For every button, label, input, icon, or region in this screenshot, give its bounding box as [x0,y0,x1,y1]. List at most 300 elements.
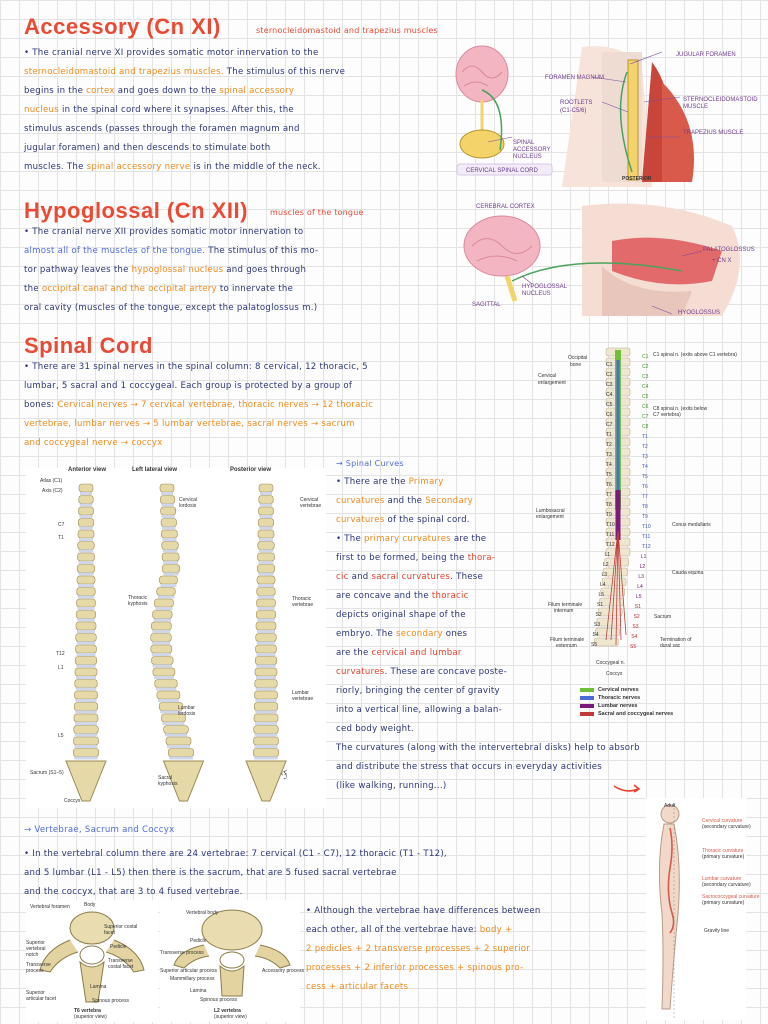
level-label-left: T1 [606,432,612,438]
vertebra [254,714,278,722]
vertebra [74,703,98,711]
intervertebral-disc [78,584,94,587]
intervertebral-disc [161,492,173,495]
intervertebral-disc [76,688,97,691]
level-label-right: L4 [637,584,643,590]
vertebra [253,749,279,757]
label-coccyx: Coccyx [64,798,81,804]
label-externum: externum [556,643,577,649]
vertebra [75,691,98,699]
label-thoracic-curvature-s: (primary curvature) [702,854,745,860]
vertebra [79,484,93,492]
level-label-right: C8 [642,424,649,430]
label-lamina: Lamina [90,984,107,990]
label-sup-art-proc: Superior articular process [160,968,217,974]
intervertebral-disc [163,573,179,576]
label-jugular-foramen: JUGULAR FORAMEN [676,52,736,58]
level-label-left: S3 [594,622,601,628]
vertebra [75,657,97,665]
vertebra [259,496,274,504]
label-palatoglossus: PALATOGLOSSUS [703,247,755,253]
intervertebral-disc [75,722,97,725]
level-label-right: T12 [642,544,651,550]
legend-item [580,694,673,702]
vertebra [75,668,97,676]
label-thoracic-vertebrae: Thoracic vertebrae [292,596,314,608]
vertebra [151,622,171,630]
vertebra [168,749,194,757]
level-label-left: C6 [606,412,613,418]
intervertebral-disc [77,630,95,633]
label-spinal: SPINAL [513,140,535,146]
vertebra [74,714,98,722]
red-arrow-icon [612,782,642,796]
vertebra [75,680,98,688]
level-label-right: T3 [642,454,648,460]
legend-item [580,710,673,718]
adult-body-illustration [646,798,746,1020]
level-label-left: L2 [603,562,609,568]
intervertebral-disc [259,527,273,530]
intervertebral-disc [163,561,178,564]
label-accessory-process: Accessory process [262,968,304,974]
spinal-curves-text: → Spinal Curves • There are the Primary curvatures and the Secondary curvatures of the spinal cord. • The primary curvatures are the first to be formed, being the thora- cic and sacral curvatures. These are concave and the thoracic depicts original shape of the embryo. The secondary ones are the cervical and lumbar curvatures. These are concave poste- riorly, bringing the center of gravity into a vertical line, allowing a balan- ced body weight. The curvatures (along with the intervertebral disks) help to absorb and distribute the stress that occurs in everyday activities (like walking, running...) [336,454,756,796]
level-label-left: T7 [606,492,612,498]
label-transverse-costal: Transverse costal facet [108,958,134,970]
vertebra [258,519,274,527]
sacrum [66,761,106,801]
level-label-right: C4 [642,384,649,390]
intervertebral-disc [257,630,275,633]
intervertebral-disc [152,642,171,645]
vertebra [160,484,174,492]
label-body: Body [84,902,96,908]
spinal-cord-title: Spinal Cord [24,333,153,358]
level-label-left: T4 [606,462,612,468]
level-label-right: S2 [633,614,640,620]
intervertebral-disc [260,492,272,495]
label-sacral-kyphosis: Sacral kyphosis [158,775,178,787]
vertebra [153,668,175,676]
intervertebral-disc [167,745,190,748]
label-trapezius: TRAPEZIUS MUSCLE [683,130,744,136]
level-label-right: C7 [642,414,649,420]
intervertebral-disc [258,584,274,587]
level-label-right: T5 [642,474,648,480]
label-t12: T12 [56,651,65,657]
vertebra [254,726,279,734]
intervertebral-disc [154,676,174,679]
intervertebral-disc [256,676,276,679]
level-label-right: L3 [638,574,644,580]
level-label-left: T9 [606,512,612,518]
legend-swatch [580,696,594,700]
vertebra [154,599,173,607]
label-nucleus: NUCLEUS [513,154,542,160]
label-c7: C7 [58,522,65,528]
label-rootlets-sub: (C1-C5/6) [560,108,587,114]
label-c8-spinal-n-2: C7 vertebra) [653,412,681,418]
label-internum: internum [554,608,574,614]
vertebra [155,680,178,688]
label-cervical-cord: CERVICAL SPINAL CORD [466,168,538,174]
vertebra [258,553,275,561]
intervertebral-disc [158,699,179,702]
label-spinous-process: Spinous process [92,998,129,1004]
label-mammillary: Mammillary process [170,976,215,982]
vertebra [78,542,95,550]
cord-vertebra-block [597,618,621,626]
label-lumbar-curvature: Lumbar curvature [702,876,742,882]
vertebra [76,622,96,630]
vertebra [259,484,273,492]
label-lamina-l2: Lamina [190,988,207,994]
intervertebral-disc [161,504,174,507]
accessory-subtitle: sternocleidomastoid and trapezius muscles [256,26,438,35]
label-cervical-enl: Cervical [538,373,557,379]
label-scm-2: MUSCLE [683,104,709,110]
label-conus: Conus medullaris [672,522,711,528]
level-label-left: L4 [600,582,606,588]
label-filum-int: Filum terminale [548,602,583,608]
level-label-left: T5 [606,472,612,478]
label-transverse-l2: Transverse process [160,950,204,956]
label-lumbar-vertebrae: Lumbar vertebrae [292,690,314,702]
vertebra [74,737,99,745]
intervertebral-disc [155,607,172,610]
intervertebral-disc [154,619,172,622]
intervertebral-disc [79,538,93,541]
vertebra [160,496,175,504]
label-bone: bone [570,362,582,368]
intervertebral-disc [76,676,96,679]
label-c8-spinal-n: C8 spinal n. (exits below [653,406,708,412]
label-t6-vertebra: T6 vertebra [74,1008,101,1014]
intervertebral-disc [80,492,92,495]
vertebra [77,588,96,596]
intervertebral-disc [256,665,276,668]
vertebra [78,519,94,527]
level-label-left: S5 [591,642,598,648]
intervertebral-disc [158,596,175,599]
vertebra [151,634,172,642]
spinal-nerves-illustration [566,340,666,685]
label-transverse-process: Transverse process [26,962,51,974]
label-cervical-lordosis: Cervical lordosis [179,497,198,509]
intervertebral-disc [257,619,275,622]
hypoglossal-title: Hypoglossal (Cn XII) [24,198,248,223]
level-label-left: T10 [606,522,615,528]
label-accessory: ACCESSORY [513,147,551,153]
vertebrae-paragraph: • In the vertebral column there are 24 vertebrae: 7 cervical (C1 - C7), 12 thoracic (T1 - T12), and 5 lumbar (L1 - L5) then there is the sacrum, that are 5 fused sacral vertebrae and the coccyx, that are 3 to 4 fused vertebrae. [24,849,447,897]
intervertebral-disc [160,584,176,587]
label-lateral-view: Left lateral view [132,467,178,473]
label-coccygeal-n: Coccygeal n. [596,660,625,666]
legend-label: Lumbar nerves [598,703,638,709]
vertebra [256,634,277,642]
intervertebral-disc [259,538,273,541]
level-label-left: C2 [606,372,613,378]
vertebral-column-drawing [26,476,326,810]
label-sacrum-cord: Sacrum [654,614,672,620]
label-filum-ext: Filum terminale [550,637,585,643]
label-pedicle-l2: Pedicle [190,938,207,944]
vertebra [79,496,94,504]
vertebra [256,622,276,630]
vertebra [258,530,274,538]
intervertebral-disc [254,757,278,760]
intervertebral-disc [79,550,94,553]
intervertebral-disc [258,607,275,610]
intervertebral-disc [78,573,94,576]
hypoglossal-paragraph: • The cranial nerve XII provides somatic motor innervation to almost all of the muscles of the tongue. The stimulus of this mo- tor pathway leaves the hypoglossal nucleus and goes through the occipital canal and the occipital artery to innervate the oral cavity (muscles of the tongue, except the palatoglossus m.) [24,227,319,313]
intervertebral-disc [75,745,98,748]
legend-label: Thoracic nerves [598,695,641,701]
level-label-right: T4 [642,464,648,470]
legend-label: Sacral and coccygeal nerves [598,711,674,717]
level-label-left: T3 [606,452,612,458]
vertebrae-heading: → Vertebrae, Sacrum and Coccyx [24,825,175,835]
level-label-left: S4 [592,632,599,638]
accessory-title: Accessory (Cn XI) [24,14,221,39]
level-label-left: T12 [606,542,615,548]
level-label-left: T2 [606,442,612,448]
label-superior-notch: Superior vertebral notch [26,940,46,958]
intervertebral-disc [255,711,277,714]
level-label-right: T6 [642,484,648,490]
label-cervical-curvature-s: (secondary curvature) [702,824,751,830]
level-label-right: S3 [632,624,639,630]
label-enlargement: enlargement [538,380,566,386]
intervertebral-disc [256,699,277,702]
vertebra [78,530,94,538]
vertebra [77,565,95,573]
intervertebral-disc [258,573,274,576]
intervertebral-disc [78,607,95,610]
legend-item [580,686,673,694]
intervertebral-disc [80,515,93,518]
level-label-right: L5 [636,594,642,600]
intervertebral-disc [75,734,98,737]
label-rootlets: ROOTLETS [560,100,593,106]
level-label-left: C7 [606,422,613,428]
label-t1: T1 [58,535,64,541]
intervertebral-disc [156,688,177,691]
vertebra [257,576,275,584]
label-l2-sub: (superior view) [214,1014,247,1020]
intervertebral-disc [257,642,276,645]
label-cerebral-cortex: CEREBRAL CORTEX [476,204,535,210]
legend-label: Cervical nerves [598,687,639,693]
label-cervical-curvature: Cervical curvature [702,818,743,824]
l2-vertebra-drawing [160,900,300,1022]
level-label-left: T6 [606,482,612,488]
level-label-left: C1 [606,362,613,368]
vertebra [256,645,277,653]
vertebra [162,553,179,561]
label-l2-vertebra: L2 vertebra [214,1008,241,1014]
label-superior-articular-facet: Superior articular facet [26,990,57,1002]
level-label-right: L2 [639,564,646,570]
label-c1-spinal-n: C1 spinal n. (exits above C1 vertebra) [653,352,737,358]
vertebra [153,611,173,619]
sacrum [246,761,286,801]
label-l1: L1 [58,665,64,671]
label-gravity-line: Gravity line [704,928,730,934]
label-axis: Axis (C2) [42,488,63,494]
level-label-left: L5 [598,592,605,598]
label-thoracic-curvature: Thoracic curvature [702,848,744,854]
label-lumbosacral: Lumbosacral [536,508,565,514]
vertebra [76,634,97,642]
intervertebral-disc [76,665,96,668]
label-coccyx-cord: Coccyx [606,671,623,677]
level-label-left: L1 [604,552,611,558]
level-label-right: T10 [642,524,651,530]
level-label-right: T1 [642,434,648,440]
intervertebral-disc [163,722,185,725]
label-l5: L5 [58,733,64,739]
level-label-left: T11 [606,532,615,538]
vertebra [152,657,174,665]
level-label-left: S1 [597,602,604,608]
vertebrae-common-parts: • Although the vertebrae have differences between each other, all of the vertebrae have: body + 2 pedicles + 2 transverse processes + 2 superior processes + 2 inferior processes + spinous pro- cess + articular facets [306,906,541,992]
label-cauda: Cauda equina [672,570,704,576]
vertebra [257,599,276,607]
label-scm: STERNOCLEIDOMASTOID [683,97,758,103]
vertebra [256,611,276,619]
intervertebral-disc [169,757,193,760]
vertebra [157,691,180,699]
label-dural-1: Termination of [660,637,692,643]
level-label-right: S1 [634,604,641,610]
legend-swatch [580,712,594,716]
spinal-paragraph: • There are 31 spinal nerves in the spinal column: 8 cervical, 12 thoracic, 5 lumbar, 5 sacral and 1 coccygeal. Each group is protected by a group of bones: Cervical nerves → 7 cervical vertebrae, thoracic nerves → 12 thoracic vertebrae, lumbar nerves → 5 lumbar vertebrae, sacral nerves → sacrum and coccygeal nerve → coccyx [24,362,374,448]
label-lumbar-lordosis: Lumbar lordosis [178,705,196,717]
level-label-right: T8 [642,504,648,510]
label-sacrum: Sacrum (S1–5) [30,770,64,776]
level-label-left: C3 [606,382,613,388]
spinal-curves-heading: → Spinal Curves [336,459,404,468]
intervertebral-disc [260,504,273,507]
label-vertebral-foramen: Vertebral foramen [30,904,70,910]
intervertebral-disc [255,745,278,748]
intervertebral-disc [165,734,188,737]
label-thoracic-kyphosis: Thoracic kyphosis [128,595,148,607]
vertebra [159,576,177,584]
intervertebral-disc [77,642,96,645]
vertebra [162,542,179,550]
level-label-right: C3 [642,374,649,380]
level-label-left: T8 [606,502,612,508]
vertebra [161,519,177,527]
vertebra [255,657,277,665]
label-hypoglossal-nucleus-2: NUCLEUS [522,291,551,297]
vertebra [161,507,176,515]
vertebra [255,691,278,699]
vertebra [166,737,191,745]
vertebra [257,565,275,573]
level-label-left: S2 [595,612,602,618]
vertebra [77,599,96,607]
intervertebral-disc [78,596,95,599]
intervertebral-disc [260,515,273,518]
accessory-paragraph: • The cranial nerve XI provides somatic motor innervation to the sternocleidomastoid and trapezius muscles. The stimulus of this nerve begins in the cortex and goes down to the spinal accessory nucleus in the spinal cord where it synapses. After this, the stimulus ascends (passes through the foramen magnum and jugular foramen) and then descends to stimulate both muscles. The spinal accessory nerve is in the middle of the neck. [24,48,346,172]
label-sacral-curvature-s: (primary curvature) [702,900,745,906]
intervertebral-disc [162,538,176,541]
label-posterior-view: Posterior view [230,467,272,473]
level-label-right: S5 [630,644,637,650]
intervertebral-disc [256,688,277,691]
level-label-right: T11 [642,534,651,540]
vertebra [73,749,99,757]
label-anterior-view: Anterior view [68,467,107,473]
intervertebral-disc [79,527,93,530]
intervertebral-disc [257,653,276,656]
vertebra [162,565,180,573]
label-adult: Adult [664,803,676,809]
vertebra [259,507,274,515]
level-label-right: C5 [642,394,649,400]
label-dural-2: dural sac [660,643,681,649]
level-label-right: C2 [642,364,649,370]
label-atlas: Atlas (C1) [40,478,63,484]
label-vertebral-body: Vertebral body [186,910,219,916]
label-spinous-l2: Spinous process [200,997,237,1003]
vertebra [161,530,177,538]
level-label-left: L3 [601,572,608,578]
level-label-right: C1 [642,354,649,360]
intervertebral-disc [76,699,97,702]
level-label-right: L1 [640,554,647,560]
label-enlargement-2: enlargement [536,514,564,520]
vertebra [77,576,95,584]
intervertebral-disc [77,653,96,656]
level-label-right: S4 [631,634,638,640]
label-sagittal: SAGITTAL [472,302,501,308]
intervertebral-disc [259,550,274,553]
vertebra [79,507,94,515]
vertebra [258,542,275,550]
label-cervical-vertebrae: Cervical vertebrae [300,497,322,509]
vertebra [257,588,276,596]
intervertebral-disc [255,734,278,737]
level-label-left: C4 [606,392,613,398]
label-posterior: POSTERIOR [622,176,652,182]
vertebra [254,737,279,745]
label-sacral-curvature: Sacrococcygeal curvature [702,894,760,900]
vertebra [78,553,95,561]
label-hyoglossus: HYOGLOSSUS [678,310,721,316]
intervertebral-disc [259,561,274,564]
intervertebral-disc [153,665,173,668]
vertebra [255,680,278,688]
label-cn-x: + CN X [712,258,732,264]
label-superior-costal: Superior costal facet [104,924,138,936]
intervertebral-disc [152,653,171,656]
intervertebral-disc [258,596,275,599]
intervertebral-disc [77,619,95,622]
level-label-right: C6 [642,404,649,410]
vertebra [76,611,96,619]
label-hypoglossal-nucleus-1: HYPOGLOSSAL [522,284,568,290]
vertebra [255,668,277,676]
intervertebral-disc [163,550,178,553]
legend-item [580,702,673,710]
intervertebral-disc [74,757,98,760]
label-foramen-magnum: FORAMEN MAGNUM [545,75,604,81]
intervertebral-disc [80,504,93,507]
